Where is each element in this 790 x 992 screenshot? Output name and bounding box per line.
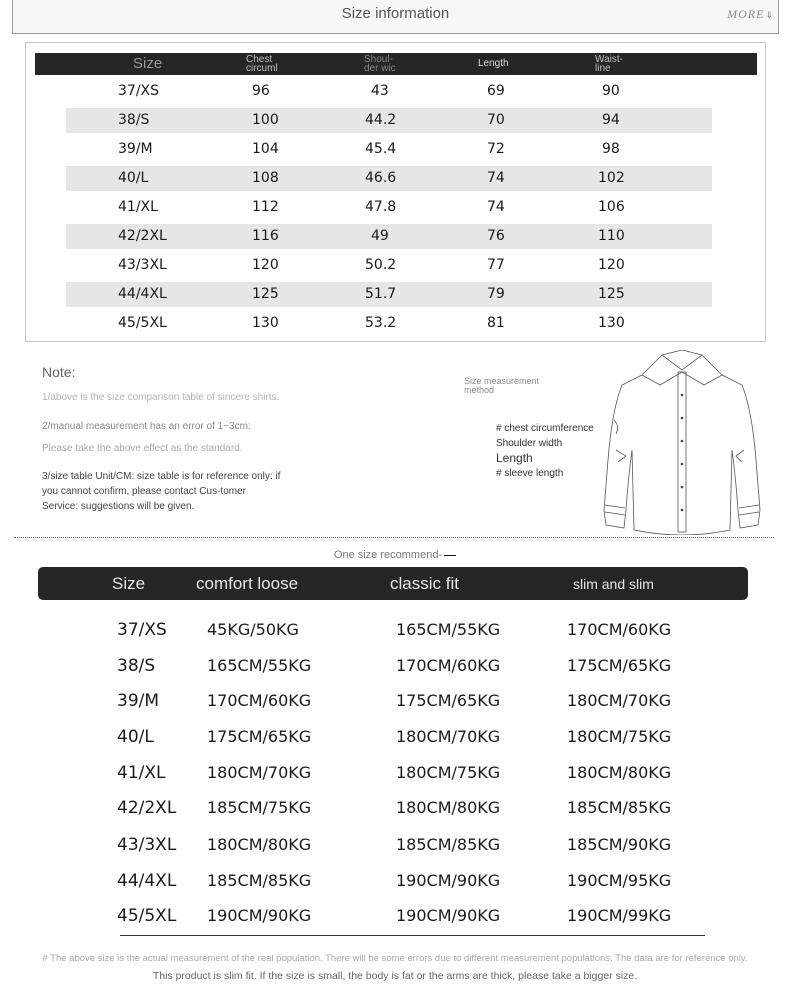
size-table-header <box>35 53 757 75</box>
page-title: Size information <box>341 5 450 22</box>
measurement-method-label: Size measurement method <box>464 376 540 395</box>
table-row: 42/2XL 185CM/75KG 180CM/80KG 185CM/85KG <box>117 798 672 818</box>
measure-length: Length <box>496 451 533 465</box>
col-chest: Chest circuml <box>246 54 278 74</box>
shirt-diagram-icon <box>592 350 772 535</box>
size-info-header <box>12 0 779 34</box>
col-shoulder: Shoul- der wic <box>364 54 396 74</box>
more-label: MORE <box>727 7 765 21</box>
measure-shoulder: Shoulder width <box>496 438 563 449</box>
col-size: Size <box>112 574 146 593</box>
more-link[interactable] <box>727 7 774 22</box>
table-bottom-rule <box>120 935 705 936</box>
recommend-caption: One size recommend- <box>0 549 790 561</box>
col-waist: Waist- line <box>595 54 623 74</box>
table-row: 44/4XL 185CM/85KG 190CM/90KG 190CM/95KG <box>117 871 672 891</box>
note-title: Note: <box>42 364 76 380</box>
table-row: 45/5XL 130 53.2 81 130 <box>118 315 625 331</box>
note-line-2: 2/manual measurement has an error of 1~3cm: <box>42 421 251 432</box>
recommend-table-header <box>38 567 748 600</box>
measurement-list <box>496 421 594 481</box>
note-line-4: 3/size table Unit/CM: size table is for reference only: if you cannot confirm, please contact Cus-tomer Service: suggestions will be given. <box>42 471 281 512</box>
table-row: 38/S 165CM/55KG 170CM/60KG 175CM/65KG <box>117 656 672 676</box>
table-row: 42/2XL 116 49 76 110 <box>66 224 712 249</box>
double-chevron-down-icon: ⇓ <box>765 10 774 20</box>
table-row: 40/L 175CM/65KG 180CM/70KG 180CM/75KG <box>117 727 672 747</box>
table-row: 39/M 170CM/60KG 175CM/65KG 180CM/70KG <box>117 691 672 711</box>
col-comfort-loose: comfort loose <box>196 574 299 593</box>
col-classic-fit: classic fit <box>390 574 459 593</box>
note-section <box>42 364 332 512</box>
table-row: 45/5XL 190CM/90KG 190CM/90KG 190CM/99KG <box>117 906 672 926</box>
table-row: 37/XS 45KG/50KG 165CM/55KG 170CM/60KG <box>117 620 672 640</box>
table-row: 44/4XL 125 51.7 79 125 <box>66 282 712 307</box>
table-row: 37/XS 96 43 69 90 <box>118 83 620 99</box>
footer-disclaimer: # The above size is the actual measurement of the real population. There will be some errors due to different measurement populations. The data are for reference only. <box>42 953 748 964</box>
footer-fit-note: This product is slim fit. If the size is small, the body is fat or the arms are thick, please take a bigger size. <box>152 970 638 982</box>
table-row: 40/L 108 46.6 74 102 <box>66 166 712 191</box>
table-row: 41/XL 180CM/70KG 180CM/75KG 180CM/80KG <box>117 763 672 783</box>
col-length: Length <box>478 58 509 69</box>
note-line-1: 1/above is the size comparison table of sincere shirts. <box>42 392 280 403</box>
note-line-3: Please take the above effect as the standard. <box>42 443 243 454</box>
col-size: Size <box>133 55 163 72</box>
table-row: 43/3XL 120 50.2 77 120 <box>118 257 625 273</box>
table-row: 41/XL 112 47.8 74 106 <box>118 199 625 215</box>
section-divider <box>14 537 774 538</box>
size-table <box>25 42 766 342</box>
measure-sleeve: # sleeve length <box>496 468 564 479</box>
table-row: 38/S 100 44.2 70 94 <box>66 108 712 133</box>
col-slim: slim and slim <box>573 576 654 592</box>
table-row: 43/3XL 180CM/80KG 185CM/85KG 185CM/90KG <box>117 835 672 855</box>
measure-chest: # chest circumference <box>496 423 594 434</box>
table-row: 39/M 104 45.4 72 98 <box>118 141 620 157</box>
